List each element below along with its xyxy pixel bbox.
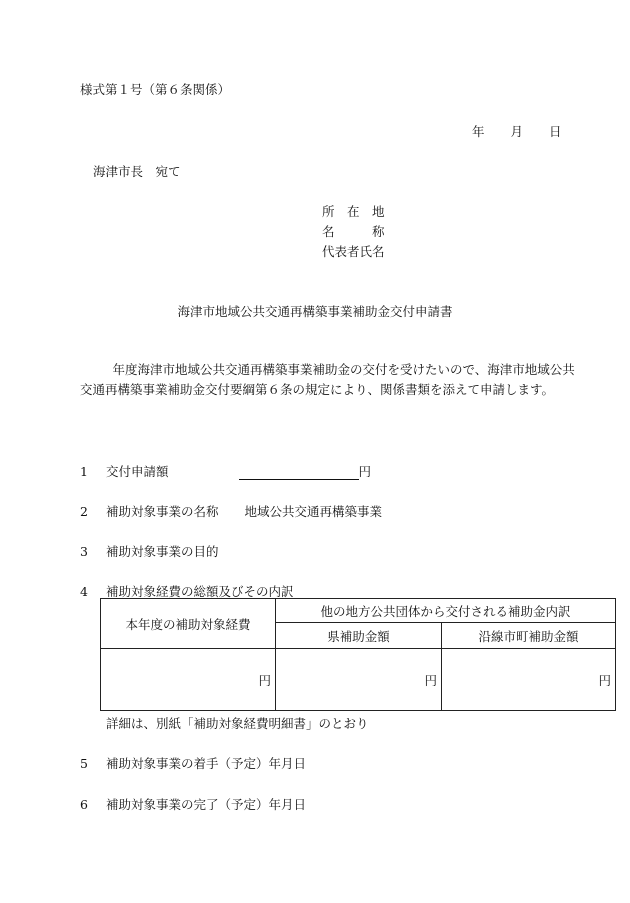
group-header-subsidy: 他の地方公共団体から交付される補助金内訳 [276,599,616,623]
item-number: 5 [80,756,88,771]
addressee: 海津市長 宛て [93,164,181,179]
date-month: 月 [510,124,524,139]
item-6 [80,795,306,813]
item-label: 補助対象事業の名称 [106,504,219,519]
item-3 [80,542,219,560]
item-1 [80,462,371,480]
date-day: 日 [549,124,562,139]
form-number: 様式第１号（第６条関係） [80,82,231,97]
item-label: 補助対象事業の着手（予定）年月日 [106,756,307,771]
name-label: 名 称 [322,224,385,239]
amount-field[interactable] [239,465,359,480]
item-label: 補助対象事業の完了（予定）年月日 [106,797,307,812]
col-header-municipality: 沿線市町補助金額 [442,623,616,649]
item-number: 4 [80,584,88,599]
item-5 [80,754,306,772]
amount-unit: 円 [358,464,372,479]
project-name: 地域公共交通再構築事業 [244,504,383,519]
date-line [472,122,562,140]
item-label: 交付申請額 [106,464,169,479]
detail-note: 詳細は、別紙「補助対象経費明細書」のとおり [106,716,369,731]
address-label: 所 在 地 [322,204,385,219]
municipality-subsidy-cell[interactable]: 円 [442,649,616,711]
body-paragraph: 年度海津市地域公共交通再構築事業補助金の交付を受けたいので、海津市地域公共交通再構築事業補助金交付要綱第６条の規定により、関係書類を添えて申請します。 [80,362,575,397]
item-number: 2 [80,504,88,519]
cost-breakdown-table [100,598,616,711]
current-cost-cell[interactable]: 円 [101,649,276,711]
item-label: 補助対象事業の目的 [106,544,219,559]
representative-label: 代表者氏名 [322,244,385,259]
applicant-block [322,202,385,262]
col-header-prefecture: 県補助金額 [276,623,442,649]
col-header-current-cost: 本年度の補助対象経費 [101,599,276,649]
item-number: 3 [80,544,88,559]
item-number: 6 [80,797,88,812]
item-2 [80,502,382,520]
item-label: 補助対象経費の総額及びその内訳 [106,584,294,599]
item-number: 1 [80,464,88,479]
prefecture-subsidy-cell[interactable]: 円 [276,649,442,711]
date-year: 年 [472,124,485,139]
document-title: 海津市地域公共交通再構築事業補助金交付申請書 [177,304,453,319]
